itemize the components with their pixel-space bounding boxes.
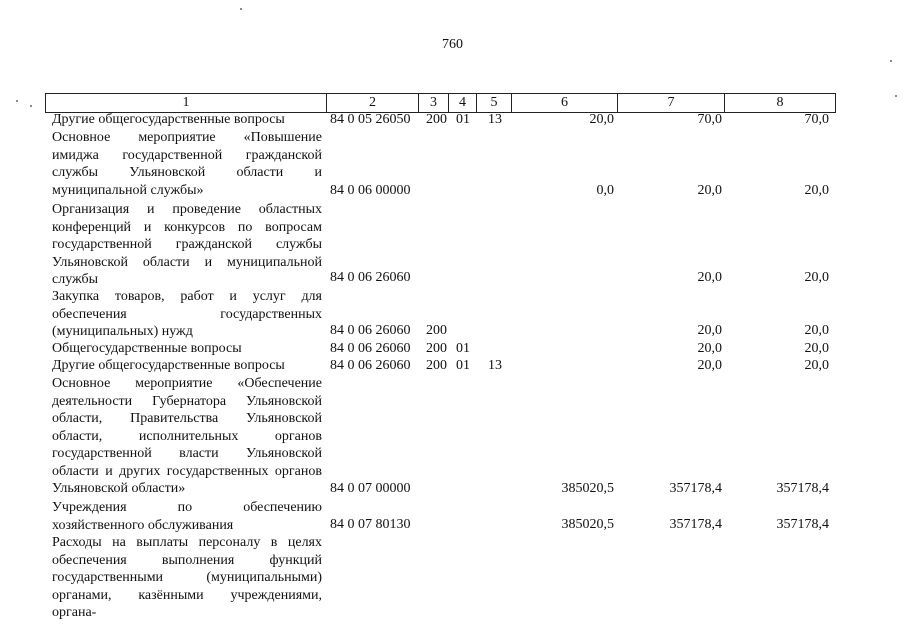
row-value-8: 357178,4 (776, 517, 829, 532)
row-value-6: 385020,5 (561, 517, 614, 532)
row-col3: 200 (426, 358, 447, 373)
header-col-8: 8 (724, 94, 835, 112)
row-value-7: 20,0 (697, 323, 722, 338)
row-description: Организация и проведение областных конференций и конкурсов по вопросам государственной гражданской службы Ульяновской области и муниципальной службы (52, 202, 322, 287)
header-col-4: 4 (448, 94, 476, 112)
row-description: Основное мероприятие «Обеспечение деятельности Губернатора Ульяновской области, Правительства Ульяновской области, исполнительных органов государственной власти Ульяновской области и других государственных органов Ульяновской области» (52, 376, 322, 496)
header-col-5: 5 (476, 94, 511, 112)
row-description: Основное мероприятие «Повышение имиджа государственной гражданской службы Ульяновской области и муниципальной службы» (52, 130, 322, 198)
scan-speck (30, 105, 32, 107)
row-value-7: 70,0 (697, 112, 722, 127)
row-col3: 200 (426, 341, 447, 356)
row-code: 84 0 05 26050 (330, 112, 411, 127)
header-col-3: 3 (418, 94, 448, 112)
header-col-2: 2 (326, 94, 418, 112)
row-value-8: 20,0 (804, 341, 829, 356)
row-code: 84 0 06 26060 (330, 270, 411, 285)
row-code: 84 0 07 80130 (330, 517, 411, 532)
row-col5: 13 (488, 358, 502, 373)
row-value-7: 20,0 (697, 270, 722, 285)
scan-speck (890, 60, 892, 62)
row-value-6: 385020,5 (561, 481, 614, 496)
row-col4: 01 (456, 112, 470, 127)
row-value-8: 70,0 (804, 112, 829, 127)
header-col-7: 7 (617, 94, 724, 112)
row-col4: 01 (456, 341, 470, 356)
row-value-8: 20,0 (804, 270, 829, 285)
row-col5: 13 (488, 112, 502, 127)
row-code: 84 0 06 26060 (330, 358, 411, 373)
row-code: 84 0 06 00000 (330, 183, 411, 198)
row-description: Расходы на выплаты персоналу в целях обеспечения выполнения функций государственными (муниципальными) органами, казёнными учреждениями, органа- (52, 535, 322, 620)
scan-speck (895, 95, 897, 97)
row-value-6: 0,0 (596, 183, 614, 198)
row-value-6: 20,0 (589, 112, 614, 127)
scan-speck (240, 8, 242, 10)
row-description: Закупка товаров, работ и услуг для обеспечения государственных (муниципальных) нужд (52, 289, 322, 339)
table-header (45, 93, 836, 113)
row-col3: 200 (426, 323, 447, 338)
row-value-7: 20,0 (697, 341, 722, 356)
row-value-8: 20,0 (804, 183, 829, 198)
row-description: Другие общегосударственные вопросы (52, 112, 285, 127)
row-value-7: 357178,4 (669, 481, 722, 496)
row-value-8: 357178,4 (776, 481, 829, 496)
row-code: 84 0 06 26060 (330, 341, 411, 356)
row-value-7: 20,0 (697, 183, 722, 198)
header-col-1: 1 (182, 95, 190, 110)
scan-speck (16, 100, 18, 102)
row-value-7: 20,0 (697, 358, 722, 373)
header-col-6: 6 (511, 94, 617, 112)
row-description: Общегосударственные вопросы (52, 341, 242, 356)
row-description: Учреждения по обеспечению хозяйственного обслуживания (52, 500, 322, 533)
row-description: Другие общегосударственные вопросы (52, 358, 285, 373)
row-col3: 200 (426, 112, 447, 127)
row-col4: 01 (456, 358, 470, 373)
row-value-7: 357178,4 (669, 517, 722, 532)
page-number: 760 (442, 37, 463, 52)
row-code: 84 0 07 00000 (330, 481, 411, 496)
row-value-8: 20,0 (804, 358, 829, 373)
row-code: 84 0 06 26060 (330, 323, 411, 338)
row-value-8: 20,0 (804, 323, 829, 338)
